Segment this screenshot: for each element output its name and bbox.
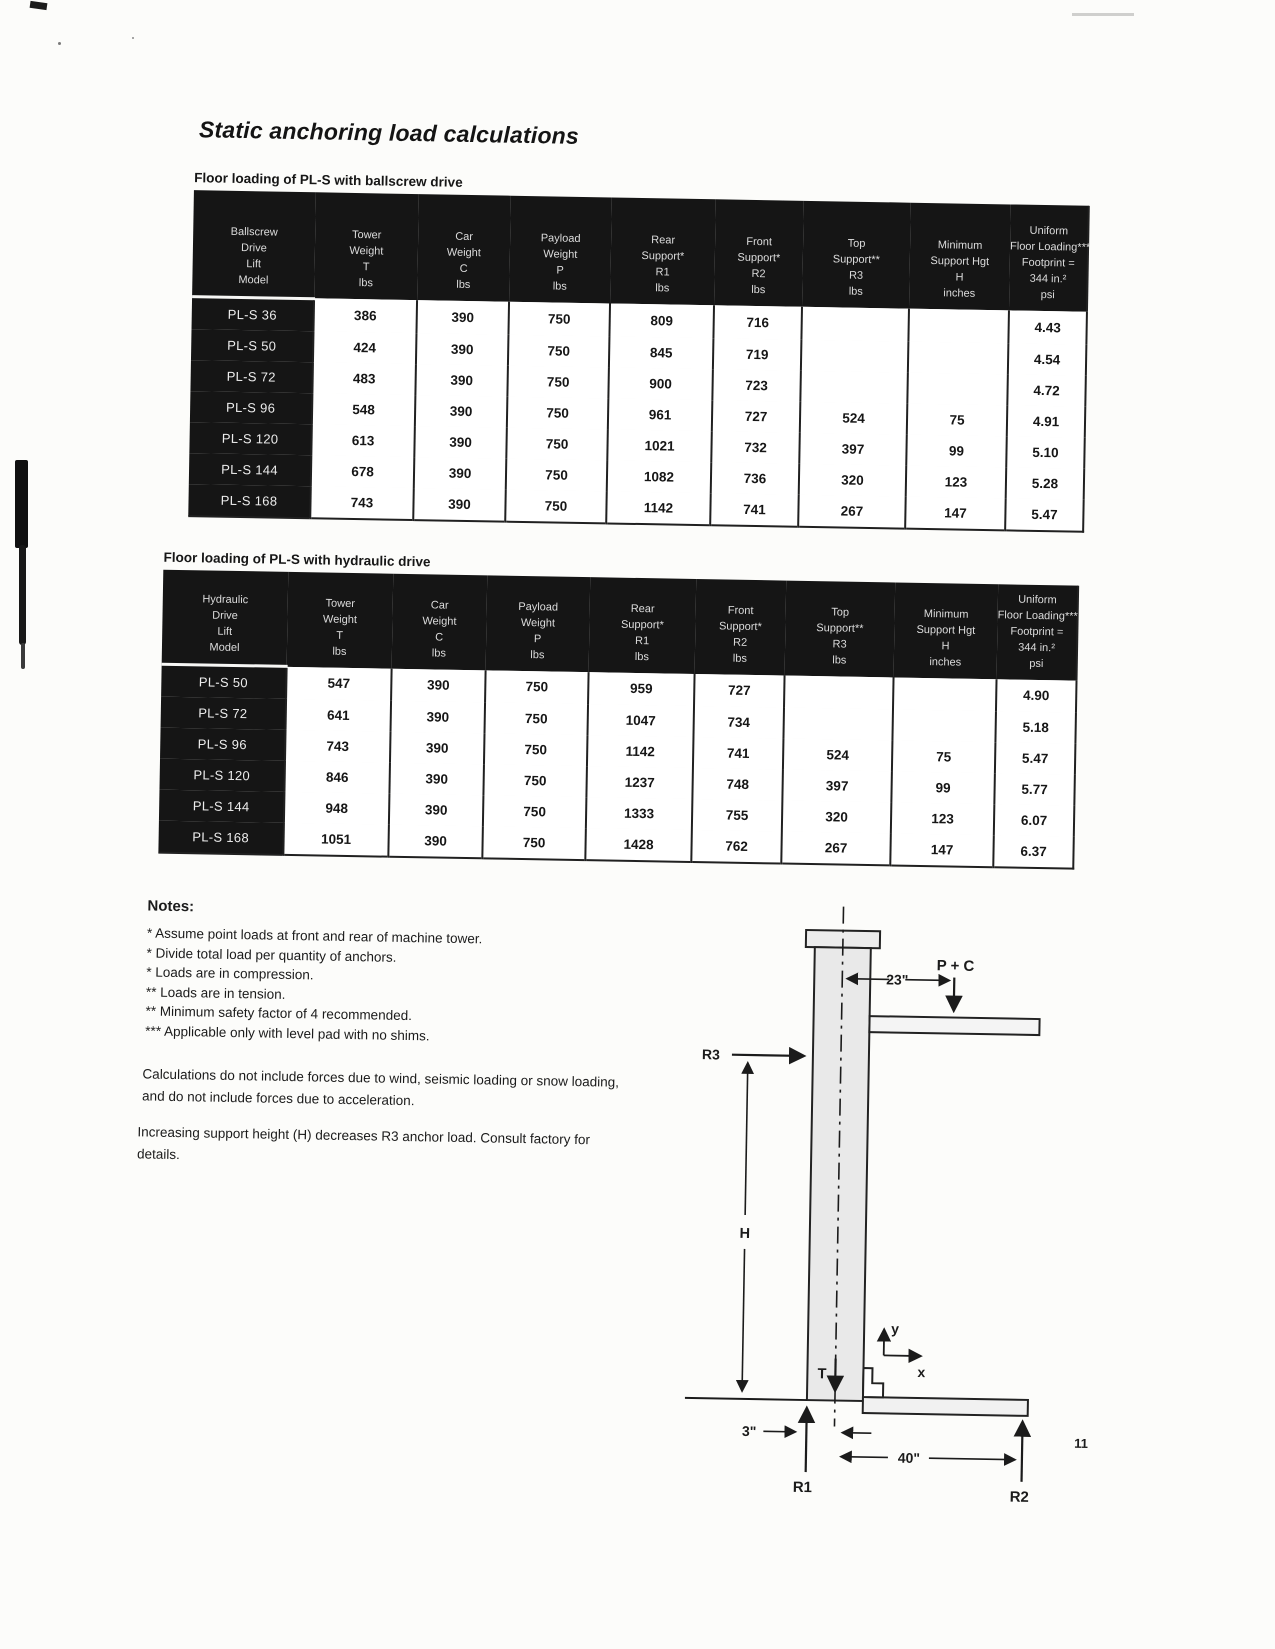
column-header: Uniform Floor Loading*** Footprint = 344 in.² psi [1009,225,1091,302]
note-paragraph-support-height: Increasing support height (H) decreases R3 anchor load. Consult factory for details. [136,1124,591,1163]
value-cell: 4.91 [1007,405,1086,437]
dim-3-label: 3" [741,1422,757,1440]
value-cell: 5.77 [994,773,1075,805]
value-cell: 424 [313,331,417,364]
value-cell: 678 [311,455,415,488]
value-cell: 390 [413,488,506,522]
t-arrow [835,1359,836,1391]
value-cell [801,339,909,372]
value-cell: 524 [800,401,908,434]
value-cell: 961 [608,398,713,431]
model-cell: PL-S 72 [190,360,313,393]
column-header: Uniform Floor Loading*** Footprint = 344 in.² psi [997,593,1078,670]
r2-label: R2 [1009,1488,1029,1506]
h-dimension-line [742,1249,744,1391]
value-cell: 390 [415,395,508,428]
dim-40-label: 40" [897,1449,921,1467]
value-cell: 99 [906,434,1007,467]
hydraulic-table-caption: Floor loading of PL-S with hydraulic drive [163,549,431,570]
value-cell: 397 [799,432,907,465]
dim-3-arrow [842,1433,871,1434]
value-cell: 4.72 [1007,374,1086,406]
value-cell: 1021 [607,429,712,462]
table-header-row [192,190,1089,312]
y-axis-label: y [891,1320,900,1337]
column-header: Payload Weight P lbs [540,232,581,293]
load-diagram [628,875,1109,1523]
value-cell: 750 [485,703,589,736]
value-cell: 1047 [587,704,694,737]
value-cell: 390 [389,794,484,827]
value-cell: 723 [712,369,801,402]
model-cell: PL-S 96 [160,728,286,761]
value-cell: 390 [389,763,484,796]
value-cell: 900 [608,367,713,400]
value-cell: 613 [311,424,415,457]
value-cell: 123 [906,465,1007,498]
value-cell: 147 [905,496,1006,530]
value-cell: 1428 [585,828,692,862]
r1-arrow [806,1408,807,1472]
value-cell: 5.10 [1006,436,1085,468]
value-cell: 99 [891,772,995,805]
value-cell [800,370,908,403]
notes-heading: Notes: [147,897,195,916]
value-cell [908,309,1009,343]
dim-23-line [847,979,889,980]
value-cell [907,372,1008,405]
ballscrew-table-caption: Floor loading of PL-S with ballscrew drive [194,170,463,190]
value-cell: 548 [312,393,416,426]
notes-section [145,897,647,1049]
base-plate [863,1397,1028,1416]
value-cell: 846 [284,761,390,794]
value-cell: 748 [692,768,783,801]
value-cell [801,307,909,341]
value-cell: 750 [508,302,610,336]
model-cell: PL-S 36 [192,296,315,331]
value-cell: 1142 [587,735,694,768]
value-cell [893,677,997,711]
value-cell: 750 [508,334,610,367]
load-label: P + C [936,957,975,975]
value-cell: 959 [588,672,695,706]
column-header: Hydraulic Drive Lift Model [162,570,289,667]
note-item: ** Loads are in tension. [145,983,286,1002]
value-cell: 845 [609,336,714,369]
value-cell: 750 [507,396,609,429]
value-cell: 75 [892,741,996,774]
model-cell: PL-S 120 [189,422,312,455]
value-cell: 750 [485,670,589,704]
r3-label: R3 [701,1046,720,1063]
value-cell: 6.37 [993,835,1074,868]
value-cell: 750 [507,365,609,398]
value-cell: 390 [388,825,483,859]
value-cell: 1237 [586,766,693,799]
value-cell: 750 [506,427,608,460]
column-header: Top Support** R3 lbs [832,237,880,298]
value-cell: 743 [285,730,391,763]
column-header: Front Support* R2 lbs [737,236,781,297]
model-cell: PL-S 144 [159,790,285,823]
model-cell: PL-S 168 [188,484,311,518]
value-cell: 750 [484,734,588,767]
dim-23-label: 23" [886,971,909,988]
value-cell: 524 [783,739,893,772]
value-cell: 5.47 [995,742,1076,774]
t-label: T [817,1366,827,1383]
note-item: *** Applicable only with level pad with no shims. [145,1022,430,1043]
value-cell: 386 [314,298,418,332]
value-cell: 75 [907,403,1008,436]
h-dimension-line [745,1063,748,1215]
value-cell: 1051 [283,823,389,857]
value-cell: 1333 [586,797,693,830]
value-cell: 750 [482,827,586,861]
value-cell: 1142 [606,491,711,525]
car-platform [869,1016,1039,1035]
value-cell: 267 [781,832,891,866]
column-header: Minimum Support Hgt H inches [930,239,990,300]
table-body [188,296,1087,531]
floor-line [685,1398,807,1400]
value-cell: 390 [391,701,486,734]
value-cell: 750 [483,796,587,829]
value-cell: 741 [693,737,784,770]
ballscrew-load-table [188,190,1090,532]
note-item: * Divide total load per quantity of anchors. [146,944,397,965]
value-cell: 483 [312,362,416,395]
model-cell: PL-S 96 [190,391,313,424]
value-cell: 809 [609,303,714,337]
value-cell: 320 [799,463,907,496]
value-cell: 390 [414,457,507,490]
column-header: Rear Support* R1 lbs [641,234,685,295]
value-cell: 320 [782,801,892,834]
x-axis-arrow [884,1355,921,1356]
value-cell: 736 [711,462,800,495]
model-cell: PL-S 168 [158,821,284,855]
value-cell: 727 [712,400,801,433]
value-cell: 5.28 [1006,467,1085,499]
table-body [158,664,1076,868]
column-header: Tower Weight T lbs [349,229,384,290]
r3-arrow [732,1055,804,1056]
value-cell: 1082 [607,460,712,493]
value-cell: 4.90 [996,679,1077,713]
value-cell: 719 [713,338,802,371]
value-cell: 732 [711,431,800,464]
value-cell: 750 [483,765,587,798]
hydraulic-load-table [158,570,1079,870]
value-cell: 5.18 [995,711,1076,743]
value-cell: 762 [691,830,782,864]
model-cell: PL-S 120 [159,759,285,792]
value-cell: 390 [391,668,486,702]
column-header: Car Weight C lbs [446,230,482,292]
column-header: Rear Support* R1 lbs [620,602,664,663]
note-item: * Assume point loads at front and rear of machine tower. [146,925,483,947]
value-cell: 641 [286,699,392,732]
column-header: Ballscrew Drive Lift Model [192,190,316,298]
value-cell: 755 [692,799,783,832]
value-cell: 390 [416,300,509,334]
value-cell: 390 [390,732,485,765]
page-number: 11 [1074,1435,1089,1451]
page-title: Static anchoring load calculations [198,116,580,149]
model-cell: PL-S 144 [189,453,312,486]
value-cell: 948 [284,792,390,825]
value-cell: 750 [506,458,608,491]
dim-3-arrow [763,1431,795,1432]
column-header: Car Weight C lbs [422,599,457,660]
value-cell: 397 [782,770,892,803]
column-header: Minimum Support Hgt H inches [916,607,976,669]
mounting-bracket [863,1368,884,1397]
value-cell: 750 [505,489,607,523]
value-cell: 5.47 [1005,498,1084,531]
value-cell: 743 [310,486,414,520]
model-cell: PL-S 50 [191,329,314,362]
model-cell: PL-S 72 [161,697,287,730]
value-cell: 716 [713,305,802,339]
notes-list [145,923,647,1049]
load-arrow [954,978,955,1011]
r1-label: R1 [792,1478,813,1497]
value-cell [892,710,996,743]
value-cell: 4.43 [1008,310,1087,344]
column-header: Front Support* R2 lbs [718,604,762,665]
value-cell: 734 [693,706,784,739]
table-header-row [162,570,1079,681]
ballscrew-table-section [188,170,1090,532]
r2-arrow [1022,1422,1023,1482]
value-cell: 6.07 [994,804,1075,836]
value-cell: 267 [798,494,906,528]
x-axis-label: x [917,1363,926,1381]
value-cell [908,341,1009,374]
column-header: Tower Weight T lbs [322,597,358,658]
value-cell: 123 [891,803,995,836]
value-cell: 390 [414,426,507,459]
note-paragraph-forces: Calculations do not include forces due to wind, seismic loading or snow loading, and do not include forces due to acceleration. [141,1066,620,1109]
value-cell: 727 [694,674,785,708]
value-cell: 390 [415,364,508,397]
value-cell: 390 [416,333,509,366]
hydraulic-table-section [158,550,1079,870]
value-cell [783,708,893,741]
column-header: Top Support** R3 lbs [816,606,864,667]
note-item: * Loads are in compression. [146,964,314,983]
note-item: ** Minimum safety factor of 4 recommended. [145,1003,413,1024]
value-cell: 147 [890,834,994,868]
value-cell: 4.54 [1008,343,1087,375]
h-label: H [739,1225,751,1243]
dim-23-line [905,980,949,981]
value-cell: 547 [286,667,392,701]
model-cell: PL-S 50 [161,664,287,699]
dim-40-line [929,1458,1015,1460]
dim-40-line [841,1457,888,1458]
value-cell [784,675,894,709]
value-cell: 741 [710,493,799,527]
column-header: Payload Weight P lbs [518,600,559,662]
